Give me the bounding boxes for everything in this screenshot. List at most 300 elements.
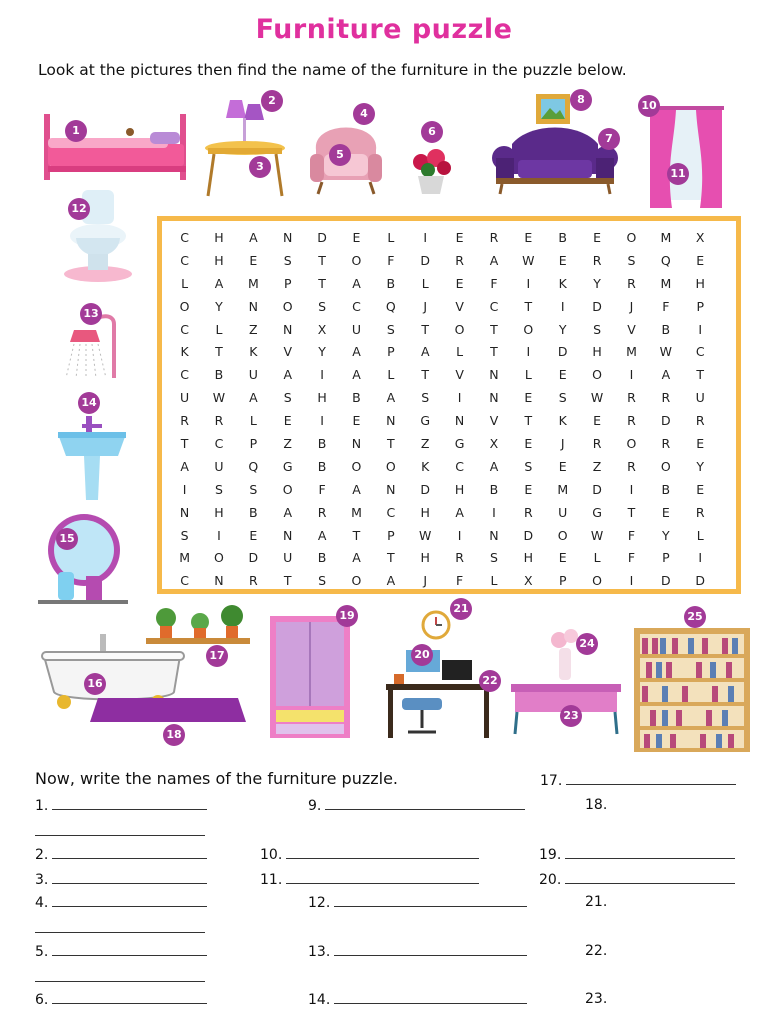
grid-letter[interactable]: B (386, 275, 396, 291)
answer-line[interactable] (35, 835, 205, 836)
grid-letter[interactable]: W (590, 527, 604, 543)
grid-letter[interactable]: A (249, 390, 258, 406)
grid-letter[interactable]: X (489, 436, 499, 452)
grid-letter[interactable]: H (214, 252, 224, 268)
grid-letter[interactable]: Y (662, 527, 670, 543)
grid-letter[interactable]: E (593, 413, 602, 429)
grid-letter[interactable]: R (180, 413, 189, 429)
grid-letter[interactable]: N (283, 321, 293, 337)
grid-letter[interactable]: B (317, 436, 327, 452)
grid-letter[interactable]: L (456, 344, 464, 360)
grid-letter[interactable]: N (489, 367, 499, 383)
grid-letter[interactable]: R (627, 390, 636, 406)
grid-letter[interactable]: S (318, 298, 327, 314)
answer-3[interactable] (35, 871, 207, 888)
grid-letter[interactable]: V (489, 413, 499, 429)
grid-letter[interactable]: R (317, 504, 327, 520)
answer-4[interactable] (35, 894, 207, 911)
grid-letter[interactable]: A (249, 230, 258, 245)
answer-3-number: 3. (35, 872, 49, 888)
grid-letter[interactable]: N (489, 390, 499, 406)
answer-17[interactable] (540, 772, 736, 789)
grid-letter[interactable]: E (283, 413, 292, 429)
answer-5[interactable] (35, 943, 207, 960)
grid-letter[interactable]: N (489, 527, 499, 543)
answer-12[interactable] (308, 894, 527, 911)
grid-letter[interactable]: H (420, 504, 430, 520)
grid-letter[interactable]: U (558, 504, 568, 520)
bookcase-picture (632, 626, 752, 754)
grid-letter[interactable]: A (489, 252, 499, 268)
grid-letter[interactable]: I (526, 344, 531, 360)
grid-letter[interactable]: T (180, 436, 189, 452)
grid-letter[interactable]: F (490, 275, 498, 291)
grid-letter[interactable]: K (180, 344, 189, 360)
grid-letter[interactable]: U (180, 390, 190, 406)
grid-letter[interactable]: C (489, 298, 499, 314)
grid-letter[interactable]: J (560, 436, 565, 452)
grid-letter[interactable]: D (317, 230, 327, 245)
grid-letter[interactable]: I (423, 230, 428, 245)
grid-letter[interactable]: C (180, 252, 189, 268)
grid-letter[interactable]: R (592, 436, 602, 452)
grid-letter[interactable]: D (592, 298, 602, 314)
grid-letter[interactable]: X (695, 230, 705, 245)
grid-letter[interactable]: E (352, 230, 361, 245)
grid-letter[interactable]: D (420, 481, 431, 497)
grid-letter[interactable]: T (421, 321, 430, 337)
grid-letter[interactable]: A (352, 344, 361, 360)
badge-2: 2 (261, 90, 283, 112)
grid-letter[interactable]: H (454, 481, 465, 497)
grid-letter[interactable]: R (695, 413, 705, 429)
grid-letter[interactable]: E (455, 230, 464, 245)
grid-letter[interactable]: P (696, 298, 704, 314)
grid-letter[interactable]: M (660, 230, 672, 245)
grid-letter[interactable]: O (351, 458, 362, 474)
grid-letter[interactable]: C (352, 298, 361, 314)
grid-letter[interactable]: N (454, 413, 465, 429)
grid-letter[interactable]: U (248, 367, 258, 383)
answer-18[interactable] (585, 797, 607, 813)
grid-letter[interactable]: M (247, 275, 259, 291)
grid-letter[interactable]: T (318, 252, 326, 268)
answer-23[interactable] (585, 991, 607, 1007)
grid-letter[interactable]: R (627, 458, 636, 474)
picture-frame-picture (536, 94, 570, 124)
grid-letter[interactable]: B (317, 550, 327, 566)
grid-letter[interactable]: L (215, 321, 223, 337)
grid-letter[interactable]: L (249, 413, 257, 429)
grid-letter[interactable]: B (249, 504, 258, 520)
grid-letter[interactable]: B (317, 458, 327, 474)
grid-letter[interactable]: W (419, 527, 432, 543)
grid-letter[interactable]: Y (558, 321, 567, 337)
grid-letter[interactable]: G (454, 436, 465, 452)
answer-19[interactable] (539, 846, 735, 863)
grid-letter[interactable]: J (423, 298, 428, 314)
grid-letter[interactable]: D (420, 252, 431, 268)
grid-letter[interactable]: S (283, 252, 292, 268)
grid-letter[interactable]: K (249, 344, 258, 360)
grid-letter[interactable]: I (629, 573, 634, 589)
grid-letter[interactable]: T (215, 344, 223, 360)
grid-letter[interactable]: L (696, 527, 704, 543)
grid-letter[interactable]: E (696, 436, 705, 452)
grid-letter[interactable]: I (629, 481, 634, 497)
grid-letter[interactable]: B (489, 481, 499, 497)
grid-letter[interactable]: I (526, 275, 531, 291)
grid-letter[interactable]: V (455, 298, 464, 314)
grid-letter[interactable]: Q (385, 298, 396, 314)
grid-letter[interactable]: Z (249, 321, 258, 337)
grid-letter[interactable]: M (660, 275, 672, 291)
grid-letter[interactable]: O (626, 436, 637, 452)
badge-16: 16 (84, 673, 106, 695)
grid-letter[interactable]: A (489, 458, 499, 474)
grid-letter[interactable]: E (524, 390, 533, 406)
grid-letter[interactable]: T (524, 298, 533, 314)
page-title: Furniture puzzle (255, 14, 513, 45)
grid-letter[interactable]: E (558, 550, 567, 566)
answer-13[interactable] (308, 943, 527, 960)
grid-letter[interactable]: T (387, 436, 395, 452)
grid-letter[interactable]: B (661, 321, 671, 337)
grid-letter[interactable]: O (454, 321, 465, 337)
grid-letter[interactable]: O (660, 458, 671, 474)
grid-letter[interactable]: P (249, 436, 258, 452)
grid-letter[interactable]: O (385, 458, 396, 474)
grid-letter[interactable]: S (421, 390, 430, 406)
grid-letter[interactable]: X (524, 573, 533, 589)
grid-letter[interactable]: O (592, 367, 603, 383)
grid-letter[interactable]: Y (318, 344, 326, 360)
grid-letter[interactable]: H (317, 390, 327, 406)
grid-letter[interactable]: W (659, 344, 673, 360)
grid-letter[interactable]: N (386, 481, 396, 497)
grid-letter[interactable]: A (352, 367, 361, 383)
answer-1[interactable] (35, 797, 207, 814)
grid-letter[interactable]: O (592, 573, 603, 589)
grid-letter[interactable]: D (661, 413, 671, 429)
badge-19: 19 (336, 605, 358, 627)
grid-letter[interactable]: V (627, 321, 636, 337)
answer-10[interactable] (260, 846, 479, 863)
grid-letter[interactable]: L (387, 367, 395, 383)
grid-letter[interactable]: V (455, 367, 464, 383)
grid-letter[interactable]: E (696, 481, 705, 497)
answer-11[interactable] (260, 871, 479, 888)
grid-letter[interactable]: R (455, 550, 464, 566)
grid-letter[interactable]: I (320, 367, 324, 383)
answer-4-number: 4. (35, 895, 49, 911)
grid-letter[interactable]: R (627, 413, 636, 429)
grid-letter[interactable]: O (523, 321, 534, 337)
grid-letter[interactable]: I (457, 527, 462, 543)
grid-letter[interactable]: A (214, 275, 224, 291)
grid-letter[interactable]: M (351, 504, 362, 520)
answer-23-number: 23. (585, 991, 608, 1007)
grid-letter[interactable]: R (695, 504, 705, 520)
grid-letter[interactable]: G (282, 458, 293, 474)
grid-letter[interactable]: X (317, 321, 327, 337)
grid-letter[interactable]: H (592, 344, 602, 360)
grid-letter[interactable]: B (558, 230, 567, 245)
grid-letter[interactable]: E (558, 252, 567, 268)
grid-letter[interactable]: P (387, 344, 395, 360)
grid-letter[interactable]: H (214, 504, 224, 520)
grid-letter[interactable]: T (387, 550, 395, 566)
letter-grid (176, 227, 726, 593)
answer-11-number: 11. (260, 872, 283, 888)
grid-letter[interactable]: N (351, 436, 362, 452)
grid-letter[interactable]: L (387, 230, 395, 245)
grid-letter[interactable]: Z (283, 436, 292, 452)
grid-letter[interactable]: V (283, 344, 292, 360)
grid-letter[interactable]: I (698, 550, 703, 566)
badge-4: 4 (353, 103, 375, 125)
grid-letter[interactable]: E (524, 230, 533, 245)
grid-letter[interactable]: H (523, 550, 534, 566)
grid-letter[interactable]: A (455, 504, 464, 520)
grid-letter[interactable]: R (249, 573, 258, 589)
grid-letter[interactable]: A (352, 481, 361, 497)
grid-letter[interactable]: Q (660, 252, 671, 268)
grid-letter[interactable]: R (661, 390, 671, 406)
grid-letter[interactable]: H (214, 230, 224, 245)
grid-letter[interactable]: R (592, 252, 602, 268)
grid-letter[interactable]: G (592, 504, 602, 520)
grid-letter[interactable]: I (320, 413, 324, 429)
grid-letter[interactable]: C (180, 321, 189, 337)
answer-22[interactable] (585, 943, 607, 959)
grid-letter[interactable]: S (627, 252, 636, 268)
grid-letter[interactable]: C (180, 230, 189, 245)
grid-letter[interactable]: R (214, 413, 224, 429)
grid-letter[interactable]: T (627, 504, 636, 520)
grid-letter[interactable]: I (182, 481, 187, 497)
grid-letter[interactable]: O (214, 550, 224, 566)
grid-letter[interactable]: U (351, 321, 362, 337)
grid-letter[interactable]: I (492, 504, 496, 520)
grid-letter[interactable]: K (558, 275, 567, 291)
grid-letter[interactable]: E (524, 436, 533, 452)
grid-letter[interactable]: F (318, 481, 326, 497)
grid-letter[interactable]: E (558, 458, 567, 474)
grid-letter[interactable]: C (386, 504, 396, 520)
grid-letter[interactable]: R (627, 275, 636, 291)
grid-letter[interactable]: E (455, 275, 464, 291)
grid-letter[interactable]: A (352, 550, 361, 566)
grid-letter[interactable]: D (523, 527, 534, 543)
grid-letter[interactable]: I (457, 390, 462, 406)
grid-letter[interactable]: Y (215, 298, 223, 314)
grid-letter[interactable]: E (352, 413, 361, 429)
grid-letter[interactable]: J (423, 573, 428, 589)
grid-letter[interactable]: N (179, 504, 190, 520)
grid-letter[interactable]: C (214, 436, 224, 452)
grid-letter[interactable]: R (661, 436, 671, 452)
grid-letter[interactable]: T (421, 367, 430, 383)
answer-6[interactable] (35, 991, 207, 1008)
grid-letter[interactable]: C (455, 458, 464, 474)
grid-letter[interactable]: P (387, 527, 395, 543)
grid-letter[interactable]: K (558, 413, 567, 429)
grid-letter[interactable]: N (214, 573, 224, 589)
grid-letter[interactable]: A (386, 573, 396, 589)
grid-letter[interactable]: C (180, 367, 189, 383)
grid-letter[interactable]: F (627, 550, 636, 566)
grid-letter[interactable]: P (558, 573, 567, 589)
grid-letter[interactable]: G (420, 413, 431, 429)
grid-letter[interactable]: R (489, 230, 499, 245)
grid-letter[interactable]: B (661, 481, 671, 497)
grid-letter[interactable]: E (524, 481, 533, 497)
grid-letter[interactable]: S (558, 390, 567, 406)
grid-letter[interactable]: N (248, 298, 259, 314)
grid-letter[interactable]: O (179, 298, 190, 314)
grid-letter[interactable]: T (524, 413, 533, 429)
grid-letter[interactable]: W (590, 390, 604, 406)
grid-letter[interactable]: R (455, 252, 464, 268)
grid-letter[interactable]: A (317, 527, 327, 543)
grid-letter[interactable]: L (421, 275, 429, 291)
grid-letter[interactable]: H (420, 550, 430, 566)
grid-letter[interactable]: I (217, 527, 221, 543)
grid-letter[interactable]: S (180, 527, 189, 543)
answer-line[interactable] (35, 932, 205, 933)
grid-letter[interactable]: O (351, 573, 362, 589)
grid-letter[interactable]: D (557, 344, 568, 360)
grid-letter[interactable]: L (524, 367, 532, 383)
grid-letter[interactable]: A (283, 504, 292, 520)
grid-letter[interactable]: M (626, 344, 637, 360)
grid-letter[interactable]: E (593, 230, 602, 245)
grid-letter[interactable]: F (387, 252, 395, 268)
grid-letter[interactable]: S (283, 390, 292, 406)
grid-letter[interactable]: O (351, 252, 362, 268)
answer-2[interactable] (35, 846, 207, 863)
grid-letter[interactable]: E (249, 252, 258, 268)
grid-letter[interactable]: O (557, 527, 568, 543)
grid-letter[interactable]: U (695, 390, 705, 406)
grid-letter[interactable]: S (490, 550, 498, 566)
grid-letter[interactable]: A (352, 275, 361, 291)
grid-letter[interactable]: I (698, 321, 703, 337)
answer-9-number: 9. (308, 798, 322, 814)
grid-letter[interactable]: E (661, 504, 670, 520)
grid-letter[interactable]: S (593, 321, 602, 337)
grid-letter[interactable]: F (662, 298, 670, 314)
grid-letter[interactable]: L (181, 275, 189, 291)
grid-letter[interactable]: S (215, 481, 223, 497)
badge-1: 1 (65, 120, 87, 142)
answer-20[interactable] (539, 871, 735, 888)
grid-letter[interactable]: D (248, 550, 259, 566)
answer-line[interactable] (35, 981, 205, 982)
answer-14[interactable] (308, 991, 527, 1008)
badge-23: 23 (560, 705, 582, 727)
grid-letter[interactable]: M (179, 550, 190, 566)
grid-letter[interactable]: N (386, 413, 396, 429)
grid-letter[interactable]: S (249, 481, 258, 497)
grid-letter[interactable]: F (627, 527, 636, 543)
grid-letter[interactable]: D (661, 573, 671, 589)
clock-picture (421, 610, 451, 640)
grid-letter[interactable]: Y (593, 275, 601, 291)
grid-letter[interactable]: K (421, 458, 430, 474)
answer-12-number: 12. (308, 895, 331, 911)
grid-letter[interactable]: T (490, 344, 498, 360)
grid-letter[interactable]: O (282, 298, 293, 314)
grid-letter[interactable]: A (283, 367, 292, 383)
answers-heading: Now, write the names of the furniture puzzle. (35, 769, 399, 788)
grid-letter[interactable]: D (592, 481, 602, 497)
grid-letter[interactable]: B (352, 390, 361, 406)
grid-letter[interactable]: M (557, 481, 569, 497)
grid-letter[interactable]: Y (696, 458, 705, 474)
grid-letter[interactable]: S (386, 321, 395, 337)
grid-letter[interactable]: Q (248, 458, 259, 474)
grid-letter[interactable]: A (420, 344, 430, 360)
grid-letter[interactable]: A (661, 367, 671, 383)
grid-letter[interactable]: T (352, 527, 361, 543)
grid-letter[interactable]: P (662, 550, 670, 566)
grid-letter[interactable]: C (180, 573, 189, 589)
grid-letter[interactable]: P (283, 275, 292, 291)
grid-letter[interactable]: W (522, 252, 535, 268)
grid-letter[interactable]: H (695, 275, 705, 291)
grid-letter[interactable]: N (283, 230, 293, 245)
grid-letter[interactable]: U (214, 458, 224, 474)
grid-letter[interactable]: T (283, 573, 292, 589)
grid-letter[interactable]: N (283, 527, 293, 543)
grid-letter[interactable]: C (695, 344, 705, 360)
grid-letter[interactable]: E (249, 527, 258, 543)
grid-letter[interactable]: O (626, 230, 637, 245)
grid-letter[interactable]: T (490, 321, 498, 337)
grid-letter[interactable]: O (282, 481, 293, 497)
grid-letter[interactable]: I (560, 298, 565, 314)
grid-letter[interactable]: A (386, 390, 396, 406)
grid-letter[interactable]: W (212, 390, 226, 406)
answer-9[interactable] (308, 797, 525, 814)
badge-20: 20 (411, 644, 433, 666)
grid-letter[interactable]: U (283, 550, 293, 566)
answer-18-number: 18. (585, 797, 608, 813)
grid-letter[interactable]: E (696, 252, 705, 268)
grid-letter[interactable]: E (558, 367, 567, 383)
grid-letter[interactable]: I (629, 367, 634, 383)
grid-letter[interactable]: F (455, 573, 464, 589)
grid-letter[interactable]: S (318, 573, 327, 589)
grid-letter[interactable]: D (695, 573, 706, 589)
grid-letter[interactable]: B (214, 367, 224, 383)
grid-letter[interactable]: R (524, 504, 533, 520)
grid-letter[interactable]: Z (592, 458, 602, 474)
badge-11: 11 (667, 163, 689, 185)
grid-letter[interactable]: L (490, 573, 498, 589)
grid-letter[interactable]: T (318, 275, 326, 291)
grid-letter[interactable]: A (180, 458, 189, 474)
grid-letter[interactable]: L (593, 550, 601, 566)
badge-14: 14 (78, 392, 100, 414)
grid-letter[interactable]: S (524, 458, 533, 474)
answer-21[interactable] (585, 894, 607, 910)
grid-letter[interactable]: Z (420, 436, 430, 452)
grid-letter[interactable]: T (696, 367, 705, 383)
grid-letter[interactable]: J (629, 298, 634, 314)
